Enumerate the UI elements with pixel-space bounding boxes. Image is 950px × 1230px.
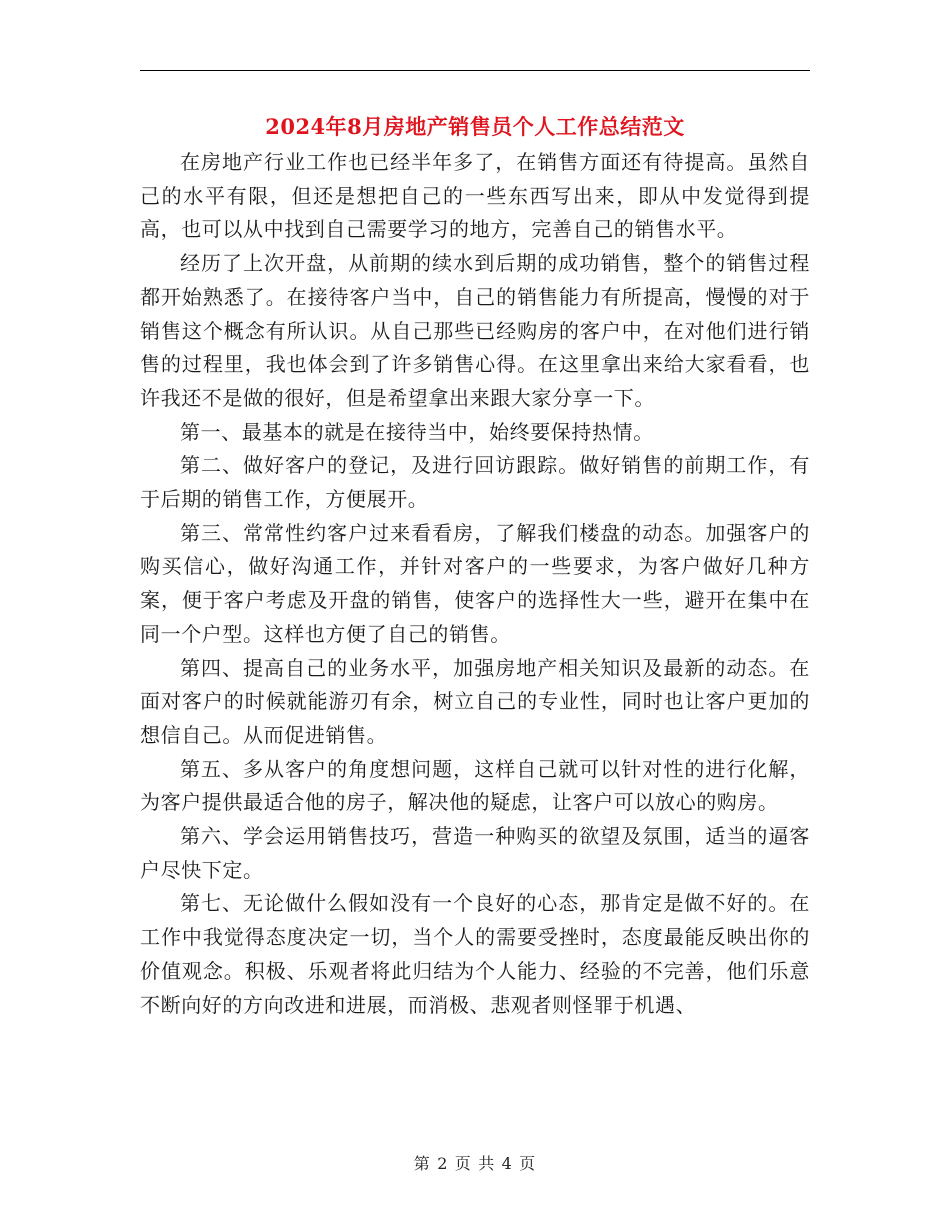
paragraph-point-6: 第六、学会运用销售技巧，营造一种购买的欲望及氛围，适当的逼客户尽快下定。	[140, 824, 810, 882]
document-title: 2024年8月房地产销售员个人工作总结范文	[265, 114, 685, 139]
paragraph-point-3: 第三、常常性约客户过来看看房，了解我们楼盘的动态。加强客户的购买信心，做好沟通工作，并针对客户的一些要求，为客户做好几种方案，便于客户考虑及开盘的销售，使客户的选择性大一些，避开在集中在同一个户型。这样也方便了自己的销售。	[140, 520, 810, 646]
paragraph-point-7: 第七、无论做什么假如没有一个良好的心态，那肯定是做不好的。在工作中我觉得态度决定一切，当个人的需要受挫时，态度最能反映出你的价值观念。积极、乐观者将此归结为个人能力、经验的不完善，他们乐意不断向好的方向改进和进展，而消极、悲观者则怪罪于机遇、	[140, 891, 810, 1017]
paragraph-intro: 在房地产行业工作也已经半年多了，在销售方面还有待提高。虽然自己的水平有限，但还是想把自己的一些东西写出来，即从中发觉得到提高，也可以从中找到自己需要学习的地方，完善自己的销售水平。	[140, 150, 810, 242]
paragraph-point-2: 第二、做好客户的登记，及进行回访跟踪。做好销售的前期工作，有于后期的销售工作，方便展开。	[140, 453, 810, 512]
footer-total-prefix: 共	[478, 1154, 496, 1173]
paragraph-point-4: 第四、提高自己的业务水平，加强房地产相关知识及最新的动态。在面对客户的时候就能游刃有余，树立自己的专业性，同时也让客户更加的想信自己。从而促进销售。	[140, 655, 810, 747]
header-rule	[140, 70, 810, 71]
footer-page-number: 2	[437, 1154, 449, 1173]
document-body	[140, 146, 810, 1022]
footer-total-unit: 页	[519, 1154, 537, 1173]
page-footer	[140, 1152, 810, 1176]
footer-total-pages: 4	[501, 1154, 513, 1173]
paragraph-point-5: 第五、多从客户的角度想问题，这样自己就可以针对性的进行化解，为客户提供最适合他的房子，解决他的疑虑，让客户可以放心的购房。	[140, 756, 810, 815]
footer-prefix: 第	[413, 1154, 431, 1173]
paragraph-point-1: 第一、最基本的就是在接待当中，始终要保持热情。	[180, 419, 654, 444]
paragraph-experience: 经历了上次开盘，从前期的续水到后期的成功销售，整个的销售过程都开始熟悉了。在接待客户当中，自己的销售能力有所提高，慢慢的对于销售这个概念有所认识。从自己那些已经购房的客户中，在对他们进行销售的过程里，我也体会到了许多销售心得。在这里拿出来给大家看看，也许我还不是做的很好，但是希望拿出来跟大家分享一下。	[140, 251, 810, 410]
footer-page-unit: 页	[454, 1154, 472, 1173]
